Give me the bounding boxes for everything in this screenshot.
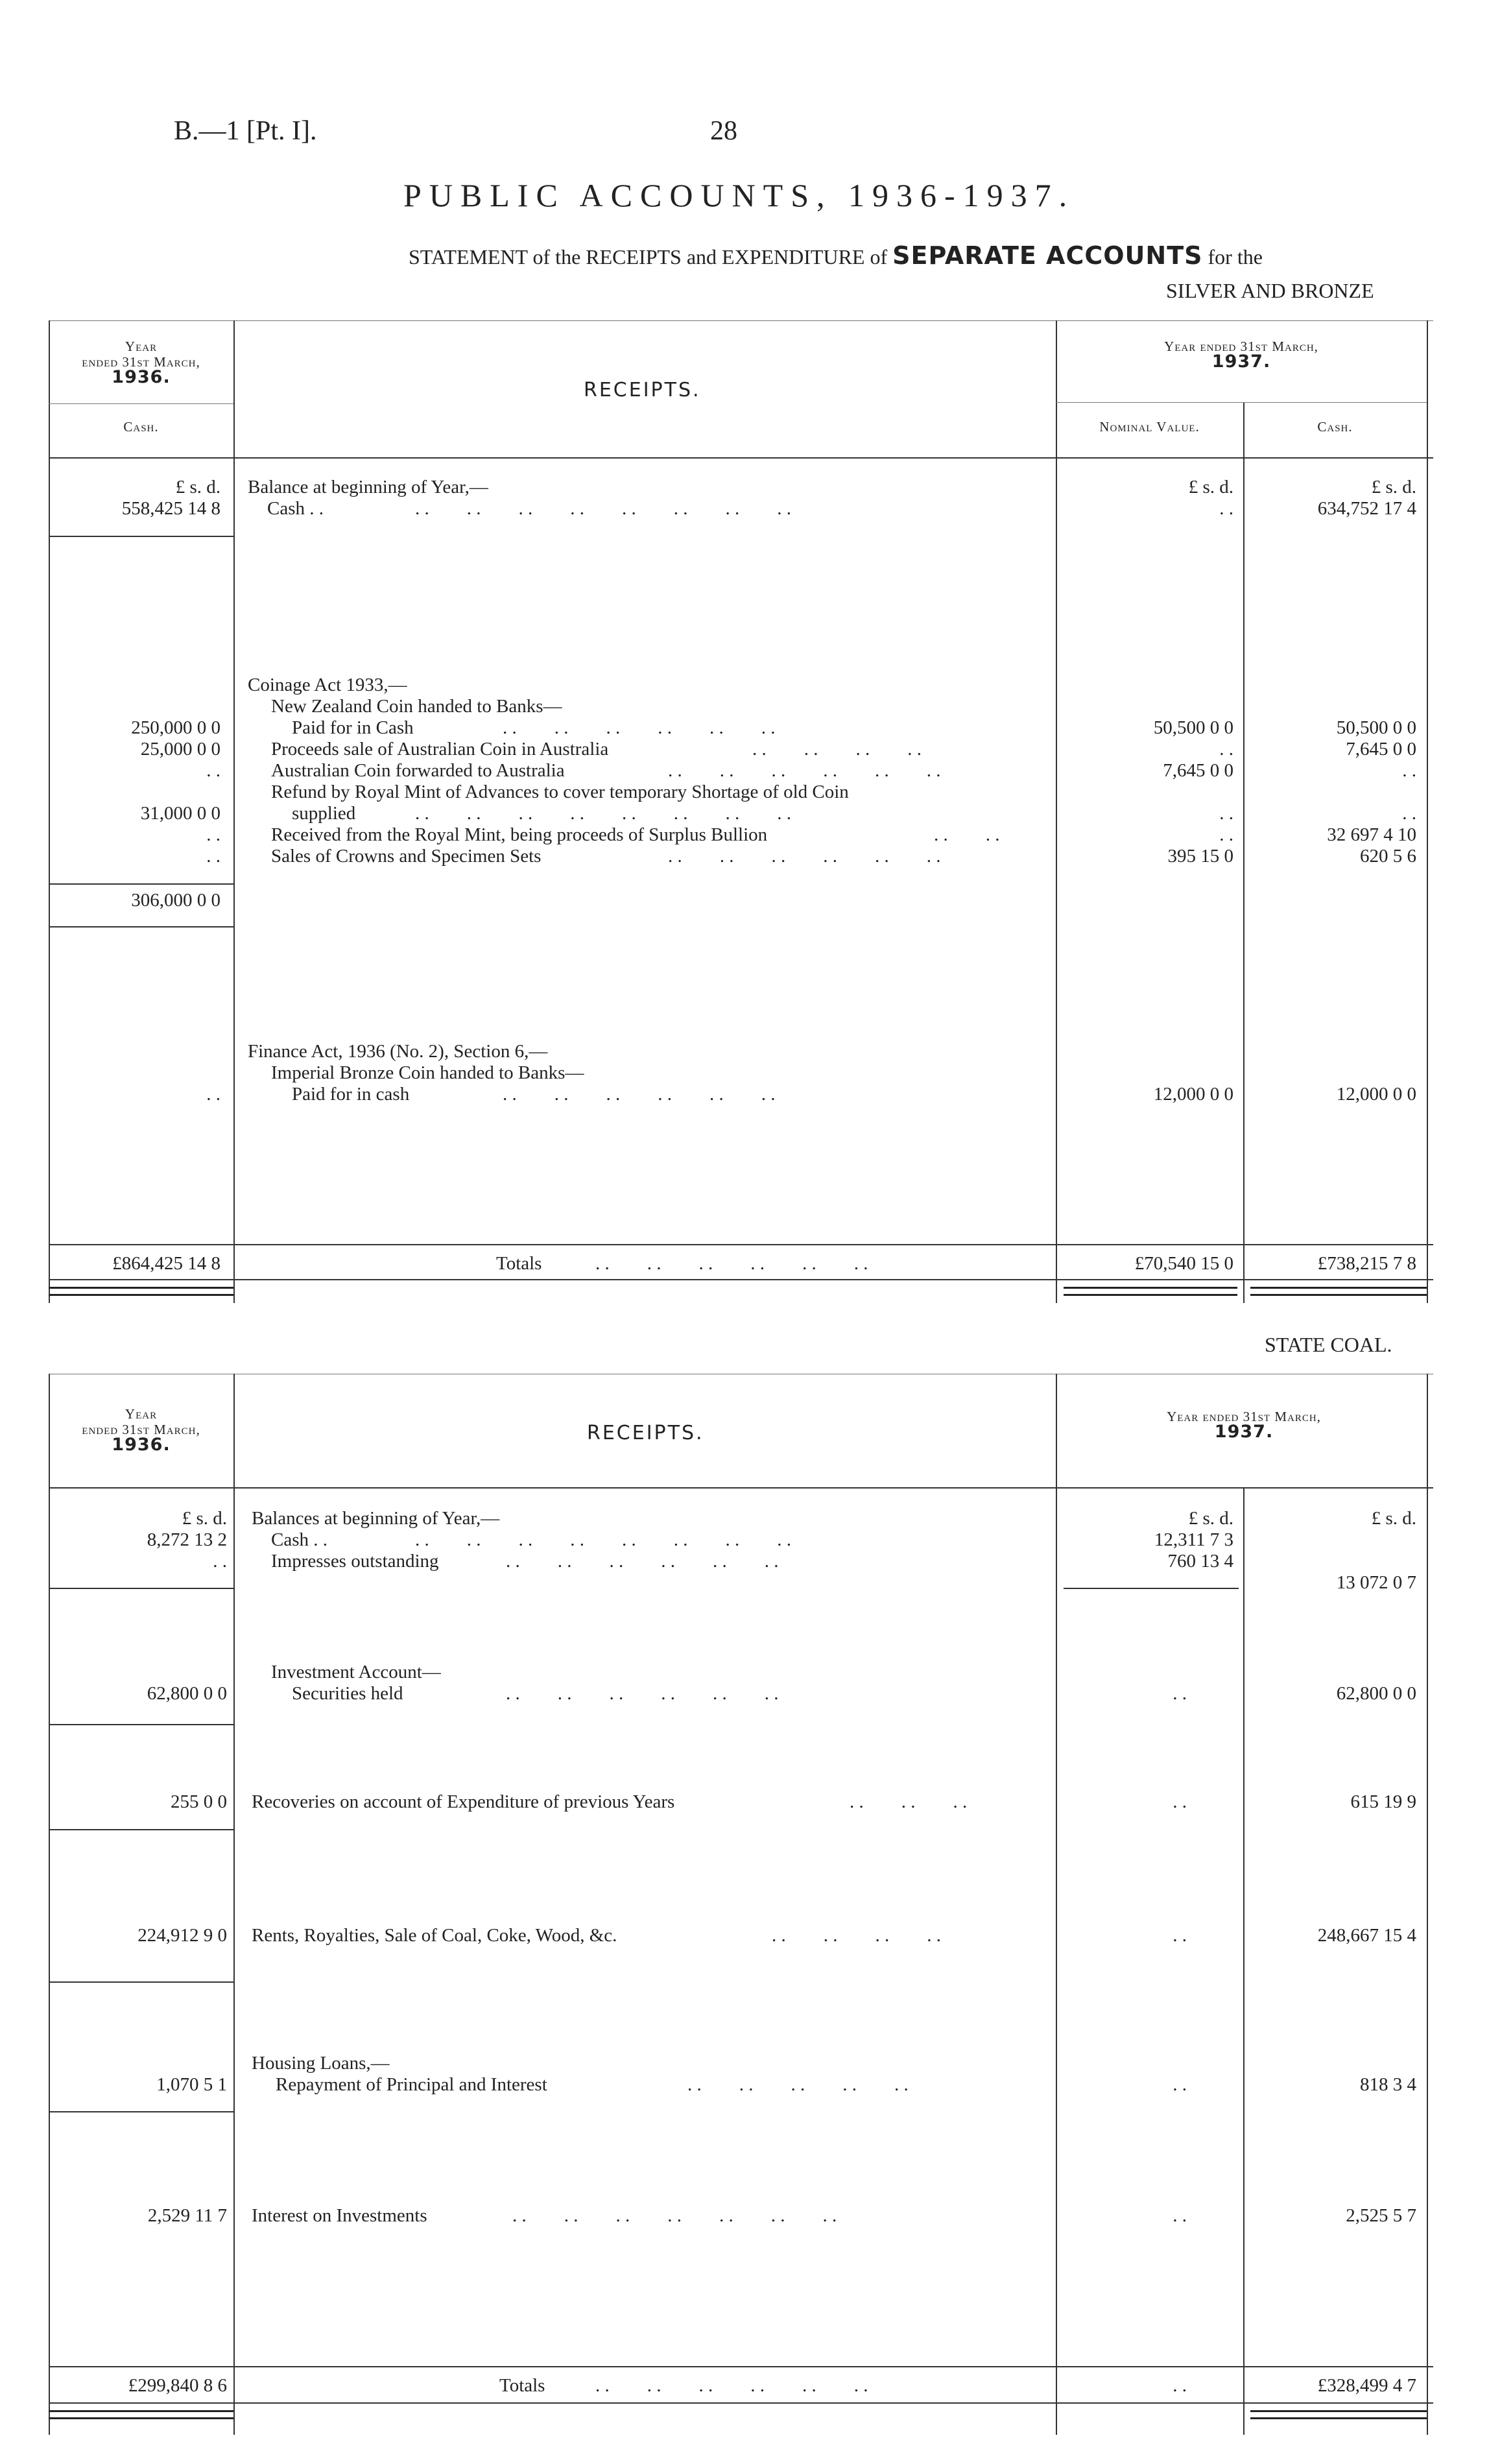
subtotal-cell: 306,000 0 0 — [131, 890, 220, 911]
prev-year: 1936. — [112, 367, 171, 387]
units-nominal: £ s. d. — [1188, 477, 1233, 497]
row-label: Finance Act, 1936 (No. 2), Section 6,— — [248, 1041, 548, 1062]
row-label: New Zealand Coin handed to Banks— — [271, 696, 562, 717]
row-label: Impresses outstanding — [271, 1551, 439, 1572]
table-cell: . . — [206, 1084, 220, 1105]
table-cell: . . — [213, 1551, 227, 1572]
leader-dots: . . . . . . . . . . . . — [595, 1253, 868, 1274]
leader-dots: . . . . . . . . — [772, 1925, 941, 1946]
receipts-header: RECEIPTS. — [584, 379, 701, 401]
leader-dots: . . . . . . . . . . . . . . . . — [415, 803, 791, 824]
table-cell: 2,529 11 7 — [147, 2205, 227, 2226]
table-cell: . . — [1173, 2205, 1187, 2226]
leader-dots: . . . . . . . . . . . . — [506, 1683, 779, 1704]
row-label: Refund by Royal Mint of Advances to cover temporary Shortage of old Coin — [271, 782, 849, 802]
prev-year-line1: Year — [125, 1406, 158, 1422]
leader-dots: . . . . . . . . . . . . — [668, 846, 941, 867]
prev-year-line2: ended 31st March, — [82, 1422, 200, 1437]
table-cell: 395 15 0 — [1167, 846, 1233, 867]
table-cell: 50,500 0 0 — [1153, 717, 1233, 738]
table-cell: 634,752 17 4 — [1317, 498, 1416, 519]
page-title: PUBLIC ACCOUNTS, 1936-1937. — [403, 177, 1075, 213]
table-cell: . . — [206, 824, 220, 845]
row-label: Imperial Bronze Coin handed to Banks— — [271, 1062, 584, 1083]
row-label: Cash . . — [271, 1529, 328, 1550]
totals-cash: £328,499 4 7 — [1317, 2375, 1416, 2396]
table-cell: 615 19 9 — [1350, 1791, 1416, 1812]
table-cell: 1,070 5 1 — [156, 2074, 227, 2095]
leader-dots: . . . . . . . . . . . . — [668, 760, 941, 781]
table-cell: 13 072 0 7 — [1336, 1572, 1416, 1593]
totals-prev: £299,840 8 6 — [128, 2375, 227, 2396]
nominal-header: Nominal Value. — [1099, 419, 1200, 435]
table-cell: 12,000 0 0 — [1336, 1084, 1416, 1105]
table-cell: 224,912 9 0 — [137, 1925, 227, 1946]
totals-cash: £738,215 7 8 — [1317, 1253, 1416, 1274]
row-label: Investment Account— — [271, 1662, 441, 1682]
table-cell: 2,525 5 7 — [1346, 2205, 1416, 2226]
totals-label: Totals — [499, 2375, 545, 2396]
leader-dots: . . . . . . . . . . . . . . — [512, 2205, 837, 2226]
cur-year-line: Year ended 31st March, — [1164, 339, 1318, 354]
row-label: Rents, Royalties, Sale of Coal, Coke, Wood, &c. — [252, 1925, 617, 1946]
table-cell: . . — [1219, 803, 1233, 824]
row-label: Proceeds sale of Australian Coin in Australia — [271, 739, 609, 760]
table-cell: 25,000 0 0 — [140, 739, 220, 760]
row-label: Repayment of Principal and Interest — [276, 2074, 547, 2095]
units-prev: £ s. d. — [182, 1508, 227, 1529]
receipts-header: RECEIPTS. — [587, 1422, 704, 1444]
leader-dots: . . . . — [934, 824, 1000, 845]
table-cell: . . — [206, 760, 220, 781]
table-cell: 12,000 0 0 — [1153, 1084, 1233, 1105]
prev-year-line1: Year — [125, 339, 158, 354]
table-cell: 7,645 0 0 — [1163, 760, 1233, 781]
statement-subtitle — [409, 241, 1263, 270]
table-cell: . . — [1402, 803, 1416, 824]
leader-dots: . . . . . . . . . . . . . . . . — [415, 1529, 791, 1550]
table-cell: 255 0 0 — [171, 1791, 227, 1812]
table-cell: . . — [1219, 498, 1233, 519]
row-label: Coinage Act 1933,— — [248, 675, 407, 695]
table-cell: 32 697 4 10 — [1327, 824, 1416, 845]
table-cell: . . — [1219, 824, 1233, 845]
row-label: Australian Coin forwarded to Australia — [271, 760, 565, 781]
units-prev: £ s. d. — [175, 477, 220, 497]
row-label: Recoveries on account of Expenditure of previous Years — [252, 1791, 675, 1812]
row-label: Paid for in cash — [292, 1084, 410, 1105]
prev-year-header — [49, 1406, 233, 1453]
table-cell: . . — [1173, 2074, 1187, 2095]
leader-dots: . . . . . . . . . . . . — [503, 717, 776, 738]
table-cell: 8,272 13 2 — [147, 1529, 227, 1550]
leader-dots: . . . . . . . . . . . . — [595, 2375, 868, 2396]
row-label: Cash . . — [267, 498, 324, 519]
table-cell: 7,645 0 0 — [1346, 739, 1416, 760]
totals-nominal: . . — [1173, 2375, 1187, 2396]
row-label: Balance at beginning of Year,— — [248, 477, 488, 497]
page-number: 28 — [710, 116, 737, 146]
units-cash: £ s. d. — [1371, 477, 1416, 497]
section-label-coal: STATE COAL. — [1265, 1333, 1392, 1356]
prev-year-line2: ended 31st March, — [82, 354, 200, 370]
table-cell: . . — [1402, 760, 1416, 781]
table-cell: 558,425 14 8 — [121, 498, 220, 519]
document-code: B.—1 [Pt. I]. — [174, 116, 317, 146]
row-label: Paid for in Cash — [292, 717, 414, 738]
totals-prev: £864,425 14 8 — [112, 1253, 220, 1274]
totals-label: Totals — [496, 1253, 542, 1274]
table-cell: 818 3 4 — [1360, 2074, 1416, 2095]
row-label: supplied — [292, 803, 356, 824]
table-cell: 250,000 0 0 — [131, 717, 220, 738]
subtitle-prefix: STATEMENT of the RECEIPTS and EXPENDITURE of — [409, 245, 888, 269]
prev-cash-header: Cash. — [123, 419, 159, 435]
table-cell: 62,800 0 0 — [1336, 1683, 1416, 1704]
table-cell: 760 13 4 — [1167, 1551, 1233, 1572]
table-cell: 12,311 7 3 — [1154, 1529, 1233, 1550]
row-label: Sales of Crowns and Specimen Sets — [271, 846, 542, 867]
cur-year-header — [1056, 1409, 1432, 1440]
cur-year-header — [1056, 339, 1427, 370]
row-label: Received from the Royal Mint, being proceeds of Surplus Bullion — [271, 824, 768, 845]
units-nominal: £ s. d. — [1188, 1508, 1233, 1529]
subtitle-suffix: for the — [1208, 245, 1263, 269]
leader-dots: . . . . . . . . — [752, 739, 922, 760]
units-cash: £ s. d. — [1371, 1508, 1416, 1529]
table-cell: . . — [206, 846, 220, 867]
table-cell: . . — [1219, 739, 1233, 760]
subtitle-bold: SEPARATE ACCOUNTS — [892, 241, 1203, 270]
table-cell: . . — [1173, 1925, 1187, 1946]
cur-year: 1937. — [1211, 352, 1271, 372]
section-label-silver: SILVER AND BRONZE — [1166, 279, 1374, 302]
table-cell: 31,000 0 0 — [140, 803, 220, 824]
cur-year-line: Year ended 31st March, — [1167, 1409, 1321, 1424]
table-cell: 62,800 0 0 — [147, 1683, 227, 1704]
leader-dots: . . . . . . — [850, 1791, 968, 1812]
table-cell: 620 5 6 — [1360, 846, 1416, 867]
prev-year: 1936. — [112, 1435, 171, 1455]
cur-year: 1937. — [1214, 1422, 1274, 1442]
prev-year-header — [49, 339, 233, 385]
row-label: Securities held — [292, 1683, 403, 1704]
leader-dots: . . . . . . . . . . . . — [503, 1084, 776, 1105]
leader-dots: . . . . . . . . . . . . — [506, 1551, 779, 1572]
table-cell: . . — [1173, 1791, 1187, 1812]
totals-nominal: £70,540 15 0 — [1134, 1253, 1233, 1274]
row-label: Interest on Investments — [252, 2205, 427, 2226]
row-label: Balances at beginning of Year,— — [252, 1508, 500, 1529]
cash-header: Cash. — [1317, 419, 1353, 435]
leader-dots: . . . . . . . . . . — [687, 2074, 909, 2095]
table-cell: 50,500 0 0 — [1336, 717, 1416, 738]
leader-dots: . . . . . . . . . . . . . . . . — [415, 498, 791, 519]
table-cell: 248,667 15 4 — [1317, 1925, 1416, 1946]
row-label: Housing Loans,— — [252, 2053, 390, 2074]
table-cell: . . — [1173, 1683, 1187, 1704]
